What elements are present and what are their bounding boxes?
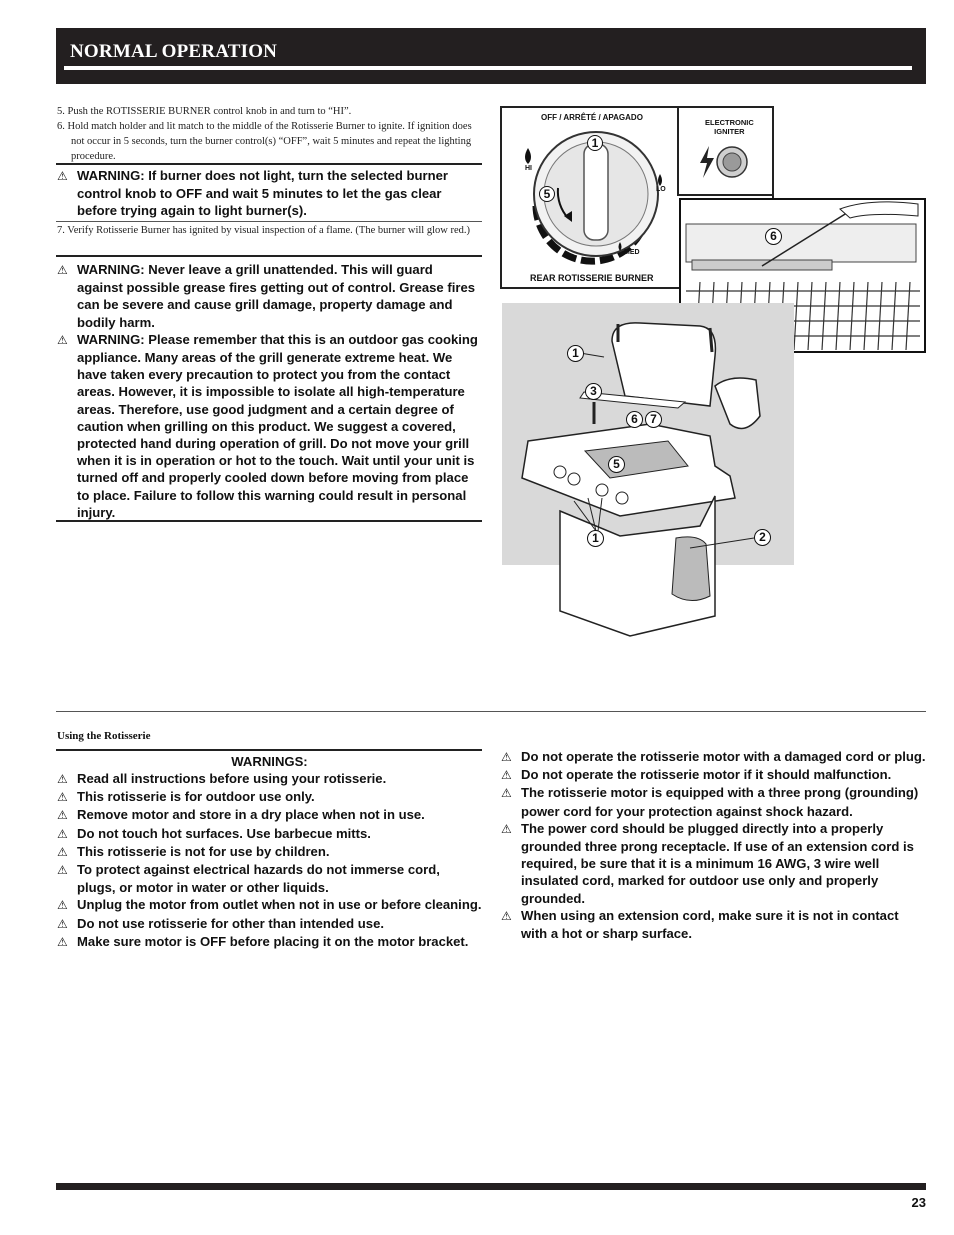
list-item: ⚠ Read all instructions before using your rotisserie.: [57, 770, 482, 788]
divider: [56, 255, 482, 257]
divider: [56, 163, 482, 165]
step-7: 7. Verify Rotisserie Burner has ignited by visual inspection of a flame. (The burner will glow red.): [57, 225, 470, 236]
knob-grip: [584, 144, 608, 240]
control-knob-small: [616, 492, 628, 504]
control-knob-small: [596, 484, 608, 496]
callout-5: 5: [608, 456, 625, 473]
igniter-button-center: [723, 153, 741, 171]
rotisserie-burner: [692, 260, 832, 270]
divider: [56, 749, 482, 751]
warning-icon: ⚠: [57, 826, 68, 841]
section-divider: [56, 711, 926, 712]
list-item: ⚠ Do not use rotisserie for other than intended use.: [57, 915, 482, 933]
grill-illustration: [500, 106, 930, 666]
callout-3: 3: [585, 383, 602, 400]
list-item: ⚠ Make sure motor is OFF before placing it on the motor bracket.: [57, 933, 482, 951]
warning-icon: ⚠: [501, 768, 512, 783]
steps-5-6: [57, 104, 482, 164]
warning-icon: ⚠: [57, 844, 68, 859]
callout-1: 1: [587, 530, 604, 547]
burner-housing: [686, 224, 916, 262]
warning-icon: ⚠: [57, 790, 68, 805]
step-7-block: [57, 223, 482, 238]
divider: [56, 221, 482, 222]
footer-bar: [56, 1183, 926, 1190]
warnings-left: [57, 753, 482, 951]
header-rule: [64, 66, 912, 70]
callout-1: 1: [587, 135, 603, 151]
warning-block-2: [57, 261, 482, 521]
list-item: ⚠ Do not operate the rotisserie motor if it should malfunction.: [501, 766, 926, 784]
warnings-right: [501, 748, 926, 942]
grill-lid: [612, 323, 715, 406]
list-item: ⚠ This rotisserie is for outdoor use only.: [57, 788, 482, 806]
list-item: ⚠ The rotisserie motor is equipped with a three prong (grounding) power cord for your protection against shock hazard.: [501, 785, 919, 819]
propane-tank: [672, 537, 710, 601]
warning-icon: ⚠: [57, 916, 68, 931]
warning-text: WARNING: Never leave a grill unattended. This will guard against possible grease fires getting out of control. Grease fires can be severe and cause grill damage, property damage and bodily harm.: [77, 262, 476, 330]
callout-2: 2: [754, 529, 771, 546]
callout-6: 6: [626, 411, 643, 428]
list-item: ⚠ Remove motor and store in a dry place when not in use.: [57, 806, 482, 824]
warning-icon: ⚠: [57, 898, 68, 913]
knob-hi-label: HI: [525, 165, 532, 172]
list-item: ⚠ This rotisserie is not for use by children.: [57, 843, 482, 861]
control-knob-small: [554, 466, 566, 478]
list-item: ⚠ When using an extension cord, make sure it is not in contact with a hot or sharp surface.: [501, 907, 899, 942]
warning-icon: ⚠: [57, 772, 68, 786]
warning-icon: ⚠: [57, 332, 68, 347]
warning-icon: ⚠: [501, 750, 512, 764]
knob-lo-label: LO: [656, 186, 666, 193]
warning-icon: ⚠: [57, 263, 68, 277]
list-item: ⚠ Do not touch hot surfaces. Use barbecue mitts.: [57, 825, 482, 843]
knob-med-label: MED: [624, 249, 640, 256]
step-5: 5. Push the ROTISSERIE BURNER control knob in and turn to “HI”.: [57, 106, 352, 117]
callout-5: 5: [539, 186, 555, 202]
warning-text: WARNING: Please remember that this is an outdoor gas cooking appliance. Many areas of the grill generate extreme heat. We have taken every precaution to protect you from the contact areas. However, it is impossible to isolate all high-temperature areas. Therefore, use good judgment and a certain degree of caution when grilling on this product. We suggest a covered, protected hand during operation of grill. Do not move your grill when it is in operation or hot to the touch. Wait until your unit is turned off and properly cooled down before moving from place to place. Failure to follow this warning could result in personal injury.: [77, 331, 478, 520]
warning-icon: ⚠: [501, 821, 512, 836]
divider: [56, 520, 482, 522]
control-knob-small: [568, 473, 580, 485]
page-title: NORMAL OPERATION: [70, 41, 278, 62]
list-item: ⚠ Do not operate the rotisserie motor with a damaged cord or plug.: [501, 748, 926, 766]
section-title: Using the Rotisserie: [57, 730, 151, 742]
warning-icon: ⚠: [57, 169, 68, 183]
callout-6: 6: [765, 228, 782, 245]
warning-icon: ⚠: [501, 786, 512, 801]
header-banner: [56, 28, 926, 84]
list-item: ⚠ To protect against electrical hazards do not immerse cord, plugs, or motor in water or other liquids.: [57, 862, 440, 896]
step-6: 6. Hold match holder and lit match to the middle of the Rotisserie Burner to ignite. If ignition does not occur in 5 seconds, turn the burner control(s) “OFF”, wait 5 minutes and repeat the lighting procedure.: [57, 121, 472, 162]
callout-1: 1: [567, 345, 584, 362]
warning-icon: ⚠: [57, 863, 68, 878]
warning-icon: ⚠: [57, 808, 68, 823]
callout-7: 7: [645, 411, 662, 428]
warning-icon: ⚠: [501, 908, 512, 923]
warning-block-1: [57, 167, 482, 220]
warnings-heading: WARNINGS:: [231, 754, 308, 769]
warning-icon: ⚠: [57, 934, 68, 949]
warning-text: WARNING: If burner does not light, turn the selected burner control knob to OFF and wait 5 minutes to let the gas clear before trying again to light burner(s).: [77, 168, 449, 219]
igniter-label: ELECTRONIC IGNITER: [705, 118, 754, 136]
grill-figure: [500, 106, 930, 666]
page-number: 23: [911, 1195, 926, 1210]
list-item: ⚠ Unplug the motor from outlet when not in use or before cleaning.: [57, 896, 482, 914]
knob-off-label: OFF / ARRÊTÉ / APAGADO: [541, 113, 643, 122]
list-item: ⚠ The power cord should be plugged directly into a properly grounded three prong receptacle. If use of an extension cord is required, be sure that it is a minimum 16 AWG, 3 wire well insulated cord, marked for outdoor use only and properly grounded.: [501, 820, 914, 906]
knob-caption: REAR ROTISSERIE BURNER: [530, 273, 654, 283]
